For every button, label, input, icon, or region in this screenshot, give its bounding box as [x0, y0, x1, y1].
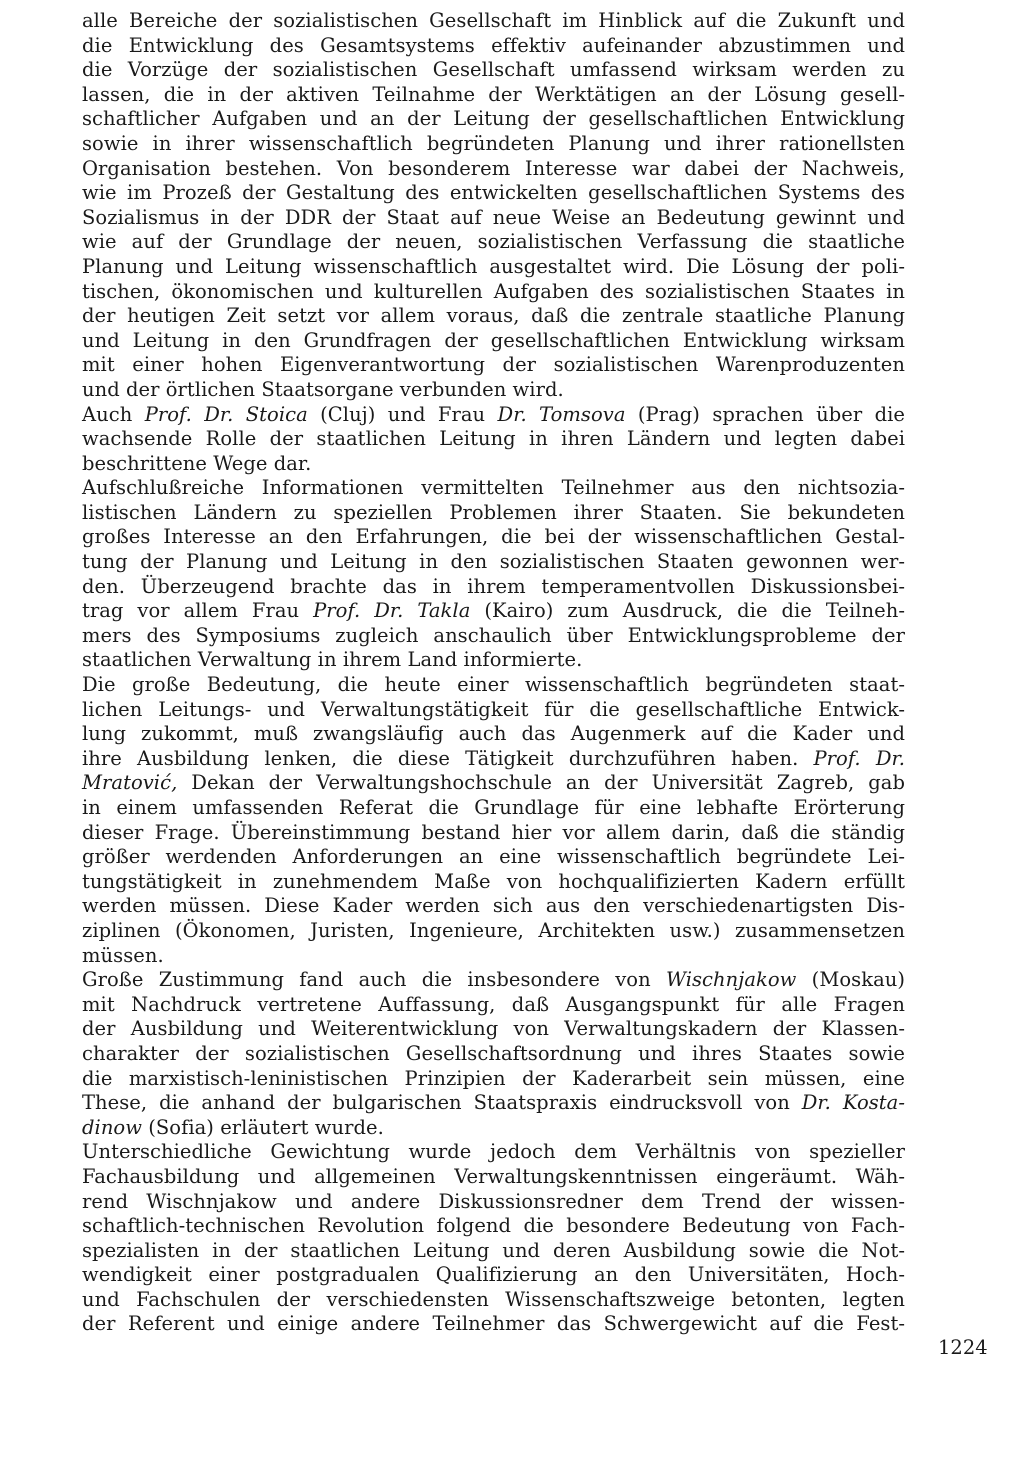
text-line [82, 747, 905, 772]
text-line: wachsende Rolle der staatlichen Leitung in ihren Ländern und legten dabei [82, 427, 905, 451]
text-run: (Prag) sprachen über die [625, 402, 905, 426]
text-line: lichen Leitungs- und Verwaltungstätigkeit für die gesellschaftliche Entwick- [82, 697, 905, 721]
text-line: den. Überzeugend brachte das in ihrem temperamentvollen Diskussionsbei- [82, 574, 905, 598]
text-line [82, 1091, 905, 1116]
text-line: in einem umfassenden Referat die Grundlage für eine lebhafte Erörterung [82, 796, 905, 819]
text-line: wie im Prozeß der Gestaltung des entwickelten gesellschaftlichen Systems des [82, 181, 905, 205]
text-line: und Fachschulen der verschiedensten Wissenschaftszweige betonten, legten [82, 1287, 905, 1311]
text-run: (Kairo) zum Ausdruck, die die Teilneh- [470, 599, 905, 623]
text-run: Große Zustimmung fand auch die insbesondere von [82, 968, 666, 992]
text-line: Organisation bestehen. Von besonderem Interesse war dabei der Nachweis, [82, 156, 905, 180]
text-line: Unterschiedliche Gewichtung wurde jedoch dem Verhältnis von spezieller [82, 1140, 905, 1164]
text-line: lung zukommt, muß zwangsläufig auch das Augenmerk auf die Kader und [82, 722, 905, 746]
text-line: werden müssen. Diese Kader werden sich aus den verschiedenartigsten Dis- [82, 894, 905, 918]
text-line [82, 599, 905, 624]
text-line [82, 1116, 905, 1141]
text-line: die marxistisch-leninistischen Prinzipien der Kaderarbeit sein müssen, eine [82, 1066, 905, 1090]
text-line: sowie in ihrer wissenschaftlich begründeten Planung und ihrer rationellsten [82, 131, 905, 155]
text-line: beschrittene Wege dar. [82, 451, 312, 475]
text-line: großes Interesse an den Erfahrungen, die bei der wissenschaftlichen Gestal- [82, 525, 905, 549]
person-name: Prof. Dr. Takla [313, 599, 471, 623]
person-name: Mratović, [82, 771, 178, 795]
text-line: listischen Ländern zu speziellen Problemen ihrer Staaten. Sie bekundeten [82, 500, 905, 524]
body-text [82, 9, 905, 1337]
text-run: trag vor allem Frau [82, 599, 314, 623]
text-run: Auch [82, 402, 145, 426]
person-name: Dr. Tomsova [497, 402, 626, 426]
text-line: Planung und Leitung wissenschaftlich ausgestaltet wird. Die Lösung der poli- [82, 254, 905, 278]
text-line: der Referent und einige andere Teilnehmer das Schwergewicht auf die Fest- [82, 1312, 905, 1336]
text-line: Sozialismus in der DDR der Staat auf neue Weise an Bedeutung gewinnt und [82, 205, 905, 229]
text-line: alle Bereiche der sozialistischen Gesellschaft im Hinblick auf die Zukunft und [82, 9, 905, 32]
text-line: müssen. [82, 943, 164, 967]
text-run: (Cluj) und Frau [307, 402, 498, 426]
person-name: Prof. Dr. Stoica [144, 402, 308, 426]
text-run: (Moskau) [796, 968, 906, 992]
text-line: mers des Symposiums zugleich anschaulich über Entwicklungsprobleme der [82, 623, 905, 647]
text-line: Die große Bedeutung, die heute einer wissenschaftlich begründeten staat- [82, 673, 905, 697]
person-name: Dr. Kosta- [801, 1091, 905, 1115]
text-line: dieser Frage. Übereinstimmung bestand hier vor allem darin, daß die ständig [82, 820, 905, 844]
text-line: tungstätigkeit in zunehmendem Maße von hochqualifizierten Kadern erfüllt [82, 869, 905, 893]
text-line: schaftlicher Aufgaben und an der Leitung der gesellschaftlichen Entwicklung [82, 107, 905, 131]
text-line [82, 968, 905, 993]
person-name: Wischnjakow [665, 968, 797, 992]
text-line: der Ausbildung und Weiterentwicklung von Verwaltungskadern der Klassen- [82, 1017, 905, 1041]
text-line: größer werdenden Anforderungen an eine wissenschaftlich begründete Lei- [82, 845, 905, 869]
text-line: Fachausbildung und allgemeinen Verwaltungskenntnissen eingeräumt. Wäh- [82, 1164, 905, 1188]
text-line [82, 403, 905, 428]
text-line: lassen, die in der aktiven Teilnahme der Werktätigen an der Lösung gesell- [82, 82, 905, 106]
text-line: ziplinen (Ökonomen, Juristen, Ingenieure, Architekten usw.) zusammensetzen [82, 918, 905, 942]
text-line: tung der Planung und Leitung in den sozialistischen Staaten gewonnen wer- [82, 550, 905, 574]
text-line: schaftlich-technischen Revolution folgend die besondere Bedeutung von Fach- [82, 1214, 905, 1238]
text-line: tischen, ökonomischen und kulturellen Aufgaben des sozialistischen Staates in [82, 279, 905, 303]
text-line: spezialisten in der staatlichen Leitung und deren Ausbildung sowie die Not- [82, 1238, 905, 1262]
text-line: mit einer hohen Eigenverantwortung der sozialistischen Warenproduzenten [82, 353, 905, 377]
text-run: ihre Ausbildung lenken, die diese Tätigkeit durchzuführen haben. [82, 746, 814, 770]
text-run: These, die anhand der bulgarischen Staatspraxis eindrucksvoll von [82, 1091, 802, 1115]
text-line: rend Wischnjakow und andere Diskussionsredner dem Trend der wissen- [82, 1189, 905, 1213]
text-line: staatlichen Verwaltung in ihrem Land informierte. [82, 648, 583, 672]
text-line: Aufschlußreiche Informationen vermittelten Teilnehmer aus den nichtsozia- [82, 476, 905, 500]
person-name: Prof. Dr. [813, 746, 905, 770]
text-line: und der örtlichen Staatsorgane verbunden wird. [82, 377, 564, 401]
text-run: (Sofia) erläutert wurde. [141, 1115, 384, 1139]
text-line: mit Nachdruck vertretene Auffassung, daß Ausgangspunkt für alle Fragen [82, 992, 905, 1016]
person-name: dinow [82, 1115, 142, 1139]
text-line: wie auf der Grundlage der neuen, sozialistischen Verfassung die staatliche [82, 230, 905, 254]
page-number: 1224 [938, 1336, 988, 1359]
text-line: die Entwicklung des Gesamtsystems effektiv aufeinander abzustimmen und [82, 33, 905, 57]
text-line: die Vorzüge der sozialistischen Gesellschaft umfassend wirksam werden zu [82, 58, 905, 82]
text-line: charakter der sozialistischen Gesellschaftsordnung und ihres Staates sowie [82, 1041, 905, 1065]
text-line: wendigkeit einer postgradualen Qualifizierung an den Universitäten, Hoch- [82, 1263, 905, 1287]
text-line: der heutigen Zeit setzt vor allem voraus, daß die zentrale staatliche Planung [82, 304, 905, 328]
text-line: und Leitung in den Grundfragen der gesellschaftlichen Entwicklung wirksam [82, 328, 905, 352]
text-run: Dekan der Verwaltungshochschule an der Universität Zagreb, gab [177, 771, 905, 795]
text-line [82, 771, 905, 796]
